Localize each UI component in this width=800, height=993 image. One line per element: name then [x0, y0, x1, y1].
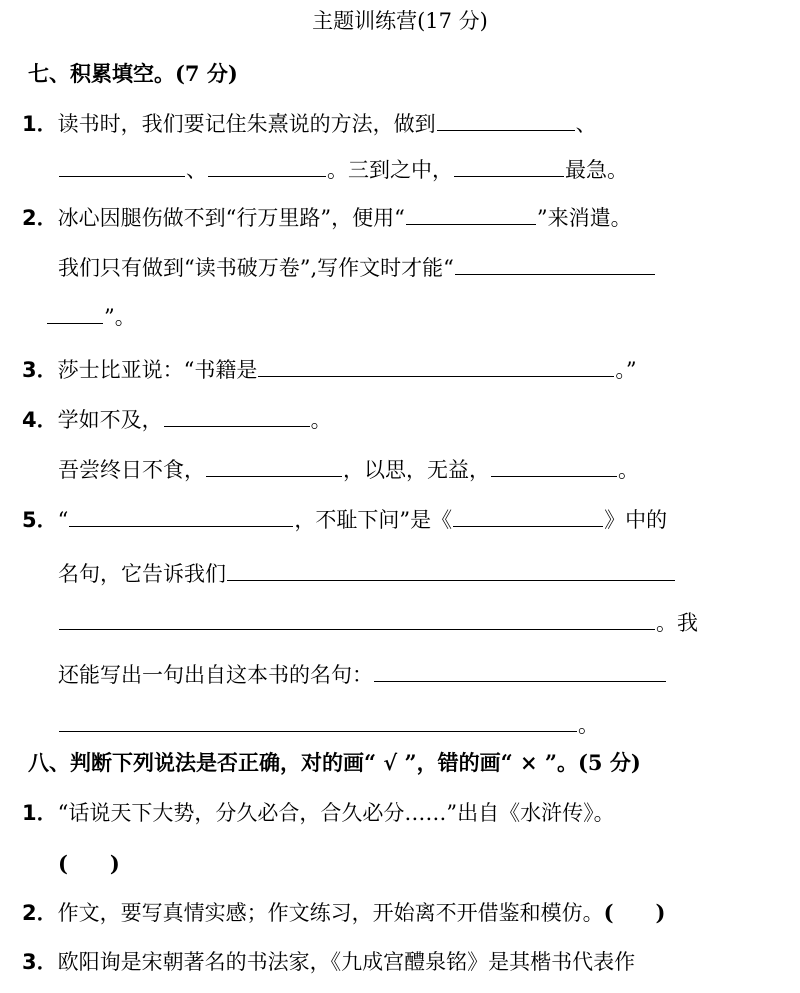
question-text: 吾尝终日不食， — [58, 458, 205, 482]
question-text: 我们只有做到“读书破万卷”,写作文时才能“ — [58, 256, 454, 280]
question-text: 作文，要写真情实感；作文练习，开始离不开借鉴和模仿。 — [57, 901, 604, 925]
question-text: “ — [57, 508, 69, 532]
answer-blank[interactable] — [208, 156, 326, 177]
question-text: 还能写出一句出自这本书的名句： — [58, 663, 373, 687]
answer-blank[interactable] — [59, 711, 577, 732]
question-number: 5． — [22, 508, 58, 532]
answer-blank[interactable] — [59, 609, 655, 630]
question-text: 。 — [310, 408, 332, 432]
question-number: 3． — [22, 950, 58, 974]
question-text: 冰心因腿伤做不到“行万里路”，便用“ — [57, 206, 405, 230]
judge-question-1 — [22, 798, 615, 828]
judge-question-3 — [22, 947, 635, 977]
question-text: 》中的 — [604, 508, 668, 532]
answer-blank[interactable] — [164, 406, 310, 427]
question-1-line-1 — [22, 109, 597, 139]
question-number: 4． — [22, 408, 58, 432]
question-4-line-2 — [58, 455, 639, 485]
answer-blank[interactable] — [491, 456, 617, 477]
question-text: 。三到之中， — [327, 158, 453, 182]
question-text: 。我 — [656, 611, 698, 635]
question-text: 莎士比亚说：“书籍是 — [57, 358, 258, 382]
question-number: 3． — [22, 358, 58, 382]
question-text: 学如不及， — [57, 408, 163, 432]
question-text: 读书时，我们要记住朱熹说的方法，做到 — [57, 112, 436, 136]
question-5-line-4 — [58, 660, 667, 690]
question-number: 2． — [22, 901, 58, 925]
question-text: 最急。 — [565, 158, 628, 182]
answer-blank[interactable] — [453, 506, 603, 527]
question-4-line-1 — [22, 405, 332, 435]
question-3 — [22, 355, 637, 385]
answer-blank[interactable] — [206, 456, 342, 477]
question-2-line-2 — [58, 253, 656, 283]
question-text: ，以思，无益， — [343, 458, 490, 482]
question-text: 欧阳询是宋朝著名的书法家，《九成宫醴泉铭》是其楷书代表作 — [57, 950, 636, 974]
question-5-line-2 — [58, 559, 676, 589]
answer-parentheses[interactable]: ( ) — [58, 851, 120, 876]
question-text: “话说天下大势，分久必合，合久必分……”出自《水浒传》。 — [57, 801, 615, 825]
judge-question-2 — [22, 898, 666, 928]
question-number: 2． — [22, 206, 58, 230]
question-text: 名句，它告诉我们 — [58, 562, 226, 586]
answer-parentheses[interactable]: ( ) — [603, 900, 666, 925]
question-number: 1． — [22, 801, 58, 825]
question-2-line-1 — [22, 203, 632, 233]
answer-blank[interactable] — [69, 506, 293, 527]
answer-blank[interactable] — [374, 661, 666, 682]
question-2-line-3 — [46, 302, 136, 332]
question-text: 。” — [615, 358, 637, 382]
answer-blank[interactable] — [455, 254, 655, 275]
question-number: 1． — [22, 112, 58, 136]
answer-blank[interactable] — [406, 204, 536, 225]
question-5-line-3 — [58, 608, 698, 638]
answer-blank[interactable] — [227, 560, 675, 581]
question-5-line-5 — [58, 710, 599, 740]
section-8-heading: 八、判断下列说法是否正确，对的画“ √ ”，错的画“ × ”。(5 分) — [28, 750, 641, 775]
question-text: 。 — [618, 458, 639, 482]
page-title: 主题训练营(17 分) — [312, 9, 488, 33]
question-text: 。 — [578, 713, 599, 737]
question-text: ，不耻下问”是《 — [294, 508, 453, 532]
separator: 、 — [575, 112, 597, 136]
question-text: ”。 — [104, 305, 136, 329]
answer-blank[interactable] — [258, 356, 614, 377]
separator: 、 — [186, 158, 207, 182]
question-text: ”来消遣。 — [536, 206, 632, 230]
question-1-line-2 — [58, 155, 628, 185]
question-5-line-1 — [22, 505, 667, 535]
answer-blank[interactable] — [437, 110, 575, 131]
answer-blank[interactable] — [454, 156, 564, 177]
answer-blank[interactable] — [47, 303, 103, 324]
section-7-heading: 七、积累填空。(7 分) — [28, 61, 238, 86]
answer-blank[interactable] — [59, 156, 185, 177]
